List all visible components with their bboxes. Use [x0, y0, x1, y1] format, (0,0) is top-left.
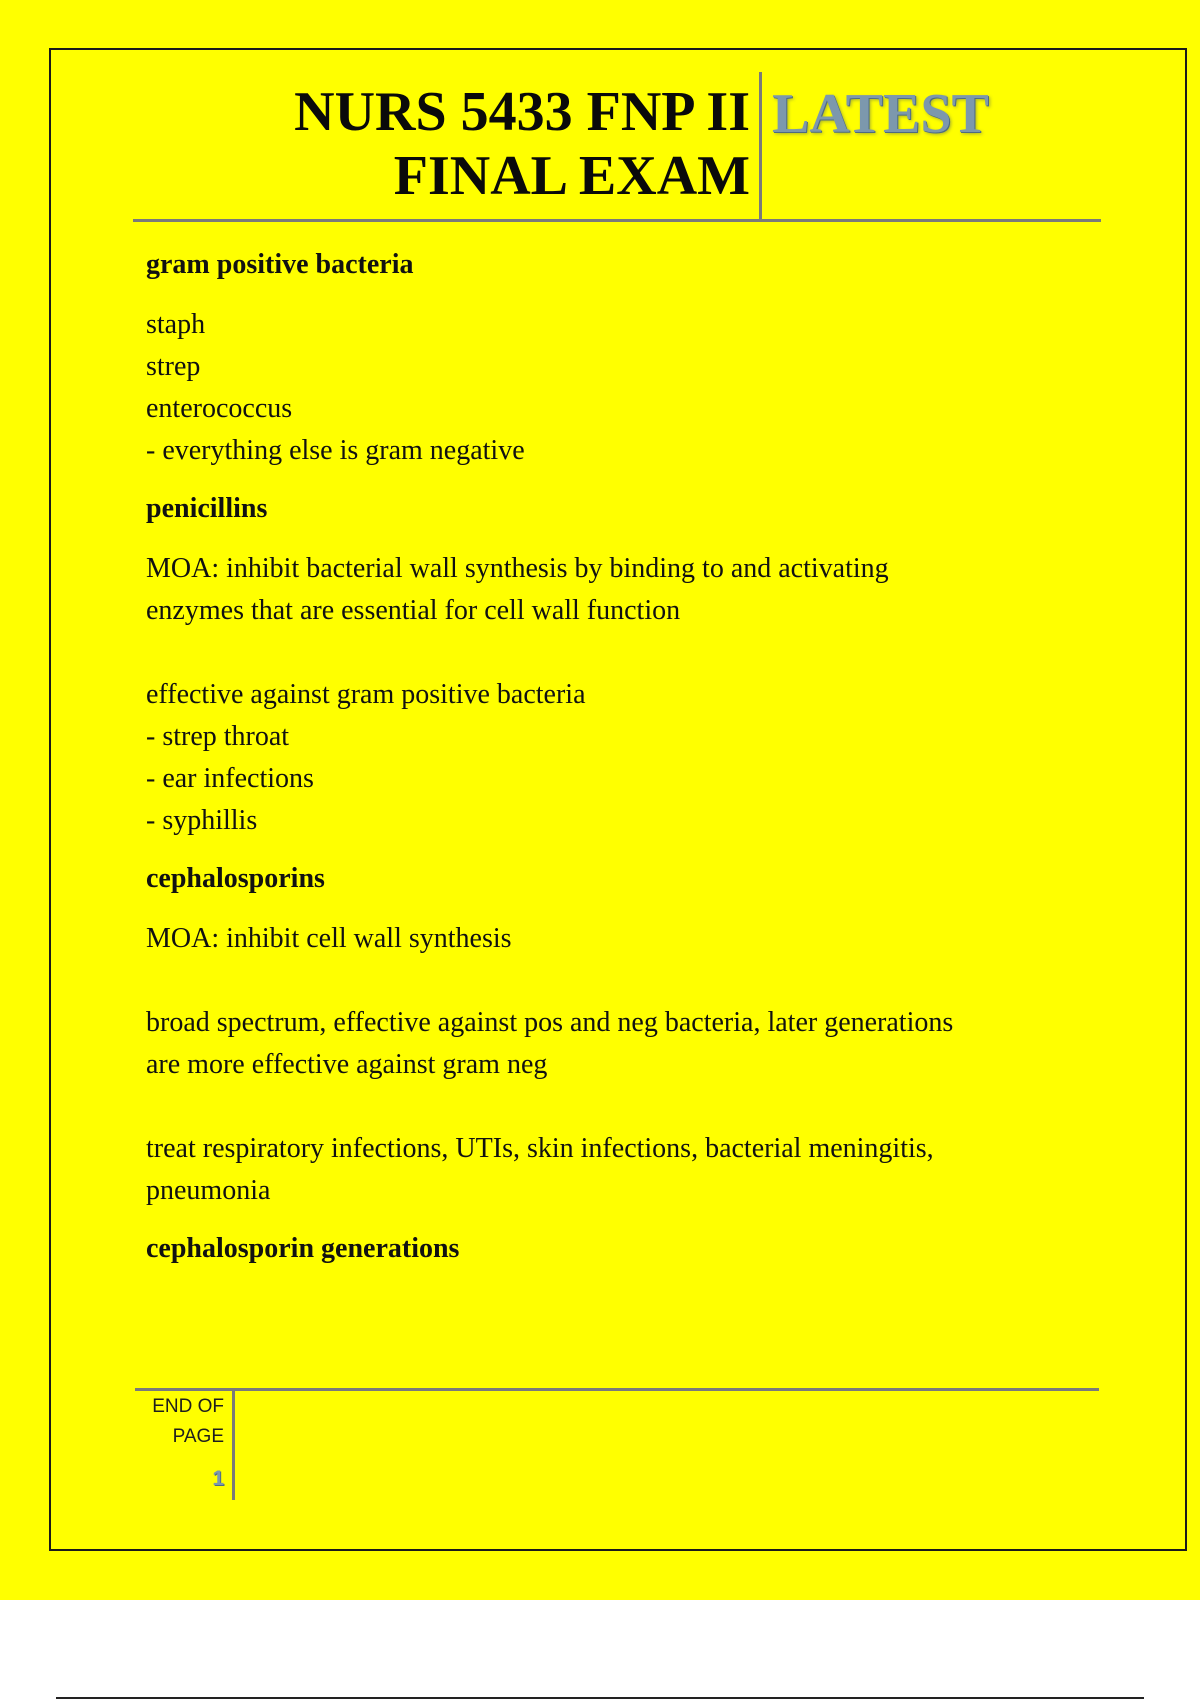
section-text	[146, 918, 1096, 1212]
footer-label-line-2: PAGE	[172, 1426, 224, 1447]
blank-line	[146, 632, 1096, 674]
section-text	[146, 548, 1096, 842]
text-line: - ear infections	[146, 763, 314, 794]
text-line: are more effective against gram neg	[146, 1049, 548, 1080]
title-line-2: FINAL EXAM	[393, 145, 750, 207]
text-line: - everything else is gram negative	[146, 435, 525, 466]
text-line: pneumonia	[146, 1175, 271, 1206]
section-cephalosporins	[146, 858, 1096, 1212]
text-line: MOA: inhibit bacterial wall synthesis by binding to and activating	[146, 553, 889, 584]
title-line-1: NURS 5433 FNP II	[294, 81, 750, 143]
footer-rule	[135, 1388, 1099, 1391]
text-line: - syphillis	[146, 805, 258, 836]
section-cephalosporin-generations	[146, 1228, 1096, 1270]
text-line: MOA: inhibit cell wall synthesis	[146, 923, 512, 954]
document-body	[146, 244, 1096, 1288]
text-line: enzymes that are essential for cell wall function	[146, 595, 681, 626]
page-number: 1	[212, 1467, 224, 1490]
section-gram-positive	[146, 244, 1096, 472]
latest-tag: LATEST	[772, 83, 989, 145]
footer-label-line-1: END OF	[152, 1396, 224, 1417]
text-line: broad spectrum, effective against pos and neg bacteria, later generations	[146, 1007, 954, 1038]
page-title	[250, 80, 750, 208]
text-line: enterococcus	[146, 393, 293, 424]
title-divider	[759, 72, 762, 220]
section-heading: cephalosporins	[146, 863, 325, 894]
bottom-rule	[56, 1697, 1144, 1699]
text-line: strep	[146, 351, 201, 382]
blank-line	[146, 960, 1096, 1002]
header-rule	[133, 219, 1101, 222]
section-heading: gram positive bacteria	[146, 249, 414, 280]
section-text	[146, 304, 1096, 472]
footer-divider	[232, 1390, 235, 1500]
text-line: staph	[146, 309, 206, 340]
text-line: effective against gram positive bacteria	[146, 679, 586, 710]
blank-line	[146, 1086, 1096, 1128]
text-line: - strep throat	[146, 721, 290, 752]
section-heading: cephalosporin generations	[146, 1233, 460, 1264]
section-penicillins	[146, 488, 1096, 842]
end-of-page-label	[136, 1392, 224, 1452]
section-heading: penicillins	[146, 493, 268, 524]
text-line: treat respiratory infections, UTIs, skin infections, bacterial meningitis,	[146, 1133, 934, 1164]
